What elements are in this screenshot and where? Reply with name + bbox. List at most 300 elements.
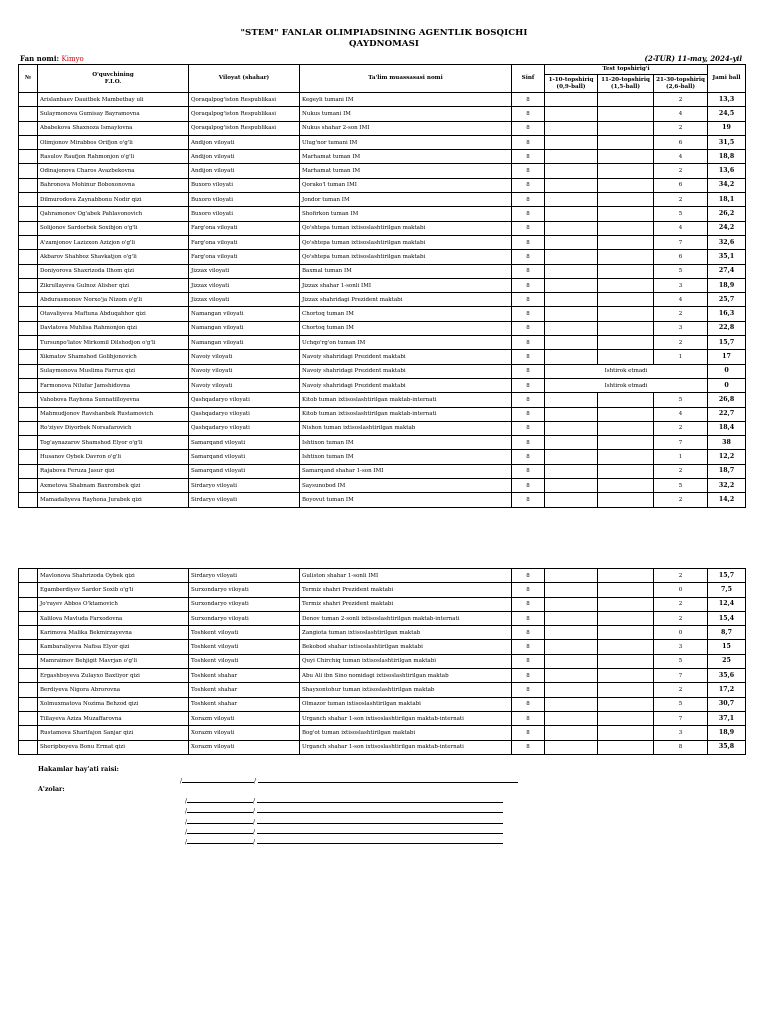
score-tasks-11-20	[598, 350, 654, 364]
table-row	[19, 150, 746, 164]
score-tasks-1-10	[545, 493, 598, 507]
score-tasks-1-10	[545, 597, 598, 611]
score-tasks-11-20	[598, 121, 654, 135]
grade: 8	[512, 597, 545, 611]
region: Xorazm viloyati	[189, 711, 300, 725]
region: Buxoro viloyati	[189, 193, 300, 207]
score-tasks-21-30: 5	[654, 654, 708, 668]
total-score: 19	[708, 121, 746, 135]
col-tasks-21-30	[654, 75, 708, 93]
col-tasks-1-10-line1: 1-10-topshiriq	[548, 77, 594, 83]
total-score: 31,5	[708, 135, 746, 149]
student-name: Sheripboyeva Bonu Ermat qizi	[38, 740, 189, 754]
table-row	[19, 683, 746, 697]
total-score: 32,6	[708, 235, 746, 249]
grade: 8	[512, 150, 545, 164]
slash: /	[180, 778, 183, 785]
score-tasks-11-20	[598, 393, 654, 407]
grade: 8	[512, 250, 545, 264]
slash: /	[254, 778, 257, 785]
total-score: 27,4	[708, 264, 746, 278]
school: Urganch shahar 1-son ixtisoslashtirilgan maktab-internati	[300, 740, 512, 754]
col-number: №	[19, 65, 38, 93]
school: Jizzax shahridagi Prezident maktabi	[300, 293, 512, 307]
student-name: Tog'aynazarov Shamshod Elyor o'g'li	[38, 436, 189, 450]
row-number	[19, 740, 38, 754]
score-tasks-1-10	[545, 626, 598, 640]
score-tasks-21-30: 4	[654, 293, 708, 307]
table-row	[19, 450, 746, 464]
school: Termiz shahri Prezident maktabi	[300, 597, 512, 611]
row-number	[19, 436, 38, 450]
student-name: Xolmuxmatova Nozima Behzod qizi	[38, 697, 189, 711]
total-score: 25	[708, 654, 746, 668]
region: Qashqadaryo viloyati	[189, 393, 300, 407]
score-tasks-21-30: 2	[654, 93, 708, 107]
student-name: Karimova Malika Bekmirzayevna	[38, 626, 189, 640]
score-tasks-21-30: 2	[654, 597, 708, 611]
school: Kitob tuman ixtisoslashtirilgan maktab-internati	[300, 407, 512, 421]
results-table-body-part1	[19, 93, 746, 508]
row-number	[19, 278, 38, 292]
col-school: Ta'lim muassasasi nomi	[300, 65, 512, 93]
table-row	[19, 597, 746, 611]
score-tasks-21-30: 5	[654, 479, 708, 493]
row-number	[19, 407, 38, 421]
region: Sirdaryo viloyati	[189, 569, 300, 583]
student-name: Husanov Oybek Davron o'g'li	[38, 450, 189, 464]
table-row	[19, 336, 746, 350]
school: Nishon tuman ixtisoslashtirilgan maktab	[300, 421, 512, 435]
score-tasks-11-20	[598, 640, 654, 654]
score-tasks-21-30: 0	[654, 626, 708, 640]
score-tasks-21-30: 3	[654, 726, 708, 740]
score-tasks-21-30: 7	[654, 235, 708, 249]
student-name: Jo'rayev Abbos O'ktamovich	[38, 597, 189, 611]
total-score: 17,2	[708, 683, 746, 697]
row-number	[19, 235, 38, 249]
school: Kegeyli tumani IM	[300, 93, 512, 107]
school: Nukus tumani IM	[300, 107, 512, 121]
region: Namangan viloyati	[189, 307, 300, 321]
score-tasks-11-20	[598, 669, 654, 683]
table-row	[19, 164, 746, 178]
region: Toshkent viloyati	[189, 654, 300, 668]
row-number	[19, 207, 38, 221]
student-name: Solijonov Sardorbek Soxibjon o'g'li	[38, 221, 189, 235]
total-score: 34,2	[708, 178, 746, 192]
score-tasks-1-10	[545, 611, 598, 625]
total-score: 32,2	[708, 479, 746, 493]
table-row	[19, 293, 746, 307]
region: Toshkent shahar	[189, 697, 300, 711]
student-name: Arislanbaev Dauitbek Mambetbay uli	[38, 93, 189, 107]
total-score: 22,7	[708, 407, 746, 421]
score-tasks-1-10	[545, 264, 598, 278]
total-score: 25,7	[708, 293, 746, 307]
school: Guliston shahar 1-sonli IMI	[300, 569, 512, 583]
grade: 8	[512, 450, 545, 464]
table-row	[19, 264, 746, 278]
school: Abu Ali ibn Sino nomidagi ixtisoslashtirilgan maktab	[300, 669, 512, 683]
region: Jizzax viloyati	[189, 293, 300, 307]
total-score: 17	[708, 350, 746, 364]
score-tasks-11-20	[598, 235, 654, 249]
school: Chortoq tuman IM	[300, 321, 512, 335]
table-row	[19, 121, 746, 135]
row-number	[19, 583, 38, 597]
table-row	[19, 250, 746, 264]
score-tasks-1-10	[545, 464, 598, 478]
grade: 8	[512, 464, 545, 478]
score-tasks-1-10	[545, 436, 598, 450]
score-tasks-11-20	[598, 450, 654, 464]
slash: /	[253, 818, 256, 826]
school: Marhamat tuman IM	[300, 150, 512, 164]
slash: /	[185, 798, 188, 805]
grade: 8	[512, 669, 545, 683]
score-tasks-11-20	[598, 464, 654, 478]
table-row	[19, 626, 746, 640]
score-tasks-11-20	[598, 293, 654, 307]
score-tasks-1-10	[545, 407, 598, 421]
table-row	[19, 479, 746, 493]
total-score: 8,7	[708, 626, 746, 640]
score-tasks-21-30: 2	[654, 421, 708, 435]
student-name: Tillayeva Aziza Muzaffarovna	[38, 711, 189, 725]
student-name: Ababekova Shaxnoza Ismaylovna	[38, 121, 189, 135]
student-name: Tursunpo'latov Mirkomil Dilshodjon o'g'li	[38, 336, 189, 350]
score-tasks-11-20	[598, 321, 654, 335]
score-tasks-21-30: 4	[654, 407, 708, 421]
score-tasks-21-30: 2	[654, 121, 708, 135]
grade: 8	[512, 321, 545, 335]
region: Navoiy viloyati	[189, 350, 300, 364]
row-number	[19, 450, 38, 464]
total-score: 18,9	[708, 278, 746, 292]
row-number	[19, 264, 38, 278]
student-name: Mamraimov Behjigit Mavrjan o'g'li	[38, 654, 189, 668]
grade: 8	[512, 611, 545, 625]
score-tasks-21-30: 2	[654, 464, 708, 478]
score-tasks-11-20	[598, 107, 654, 121]
total-score: 12,4	[708, 597, 746, 611]
table-row	[19, 726, 746, 740]
total-score: 13,6	[708, 164, 746, 178]
grade: 8	[512, 493, 545, 507]
grade: 8	[512, 264, 545, 278]
grade: 8	[512, 740, 545, 754]
region: Farg'ona viloyati	[189, 250, 300, 264]
score-tasks-11-20	[598, 611, 654, 625]
school: Ulug'nor tumani IM	[300, 135, 512, 149]
region: Qashqadaryo viloyati	[189, 407, 300, 421]
score-tasks-1-10	[545, 193, 598, 207]
score-tasks-11-20	[598, 654, 654, 668]
col-grade: Sinf	[512, 65, 545, 93]
score-tasks-21-30: 3	[654, 321, 708, 335]
school: Nukus shahar 2-son IMI	[300, 121, 512, 135]
region: Toshkent viloyati	[189, 640, 300, 654]
total-score: 15,4	[708, 611, 746, 625]
score-tasks-21-30: 5	[654, 393, 708, 407]
student-name: Rasulov Raufjon Rahmonjon o'g'li	[38, 150, 189, 164]
absence-note: Ishtirok etmadi	[545, 364, 708, 378]
row-number	[19, 93, 38, 107]
table-row	[19, 307, 746, 321]
col-tasks-11-20-line1: 11-20-topshiriq	[601, 77, 650, 83]
student-name: Mahmudjonov Ravshanbek Rustamovich	[38, 407, 189, 421]
score-tasks-21-30: 2	[654, 307, 708, 321]
table-row	[19, 407, 746, 421]
region: Andijon viloyati	[189, 164, 300, 178]
col-test-group: Test topshirig'i	[545, 65, 708, 75]
region: Jizzax viloyati	[189, 264, 300, 278]
slash: /	[185, 818, 188, 826]
score-tasks-1-10	[545, 107, 598, 121]
score-tasks-11-20	[598, 626, 654, 640]
table-row	[19, 611, 746, 625]
region: Namangan viloyati	[189, 321, 300, 335]
row-number	[19, 336, 38, 350]
jury-chair-label: Hakamlar hay'ati raisi:	[38, 766, 119, 773]
school: Quyi Chirchiq tuman ixtisoslashtirilgan maktabi	[300, 654, 512, 668]
table-row	[19, 464, 746, 478]
student-name: Rustamova Sharifajon Sanjar qizi	[38, 726, 189, 740]
row-number	[19, 421, 38, 435]
score-tasks-1-10	[545, 421, 598, 435]
score-tasks-1-10	[545, 683, 598, 697]
score-tasks-1-10	[545, 726, 598, 740]
score-tasks-1-10	[545, 450, 598, 464]
score-tasks-1-10	[545, 164, 598, 178]
region: Navoiy viloyati	[189, 364, 300, 378]
table-row	[19, 107, 746, 121]
grade: 8	[512, 479, 545, 493]
score-tasks-1-10	[545, 321, 598, 335]
school: Bog'ot tuman ixtisoslashtirilgan maktabi	[300, 726, 512, 740]
region: Navoiy viloyati	[189, 378, 300, 392]
grade: 8	[512, 626, 545, 640]
total-score: 26,2	[708, 207, 746, 221]
region: Toshkent shahar	[189, 683, 300, 697]
school: Navoiy shahridagi Prezident maktabi	[300, 364, 512, 378]
row-number	[19, 164, 38, 178]
school: Bekobod shahar ixtisoslashtirilgan maktabi	[300, 640, 512, 654]
region: Samarqand viloyati	[189, 436, 300, 450]
score-tasks-1-10	[545, 569, 598, 583]
results-table-body-part2	[19, 569, 746, 755]
region: Surxondaryo viloyati	[189, 597, 300, 611]
table-row	[19, 669, 746, 683]
table-row	[19, 421, 746, 435]
region: Xorazm viloyati	[189, 740, 300, 754]
total-score: 35,1	[708, 250, 746, 264]
score-tasks-21-30: 7	[654, 711, 708, 725]
student-name: Ro'ziyev Diyorbek Norsafarovich	[38, 421, 189, 435]
score-tasks-21-30: 2	[654, 193, 708, 207]
student-name: Kambaraliyeva Nafisa Elyor qizi	[38, 640, 189, 654]
score-tasks-1-10	[545, 178, 598, 192]
table-row	[19, 378, 746, 392]
member-signature-line	[185, 806, 503, 815]
student-name: Bahronova Mohinur Boboxonovna	[38, 178, 189, 192]
slash: /	[253, 798, 256, 805]
total-score: 16,3	[708, 307, 746, 321]
score-tasks-11-20	[598, 569, 654, 583]
grade: 8	[512, 583, 545, 597]
jury-members-label: A'zolar:	[38, 786, 65, 793]
score-tasks-21-30: 2	[654, 164, 708, 178]
table-row	[19, 135, 746, 149]
score-tasks-1-10	[545, 654, 598, 668]
grade: 8	[512, 207, 545, 221]
region: Samarqand viloyati	[189, 464, 300, 478]
grade: 8	[512, 93, 545, 107]
student-name: Abdurasmonov Norxo'ja Nizom o'g'li	[38, 293, 189, 307]
grade: 8	[512, 697, 545, 711]
grade: 8	[512, 711, 545, 725]
student-name: Berdiyeva Nigora Abrorovna	[38, 683, 189, 697]
grade: 8	[512, 293, 545, 307]
total-score: 14,2	[708, 493, 746, 507]
total-score: 24,2	[708, 221, 746, 235]
region: Namangan viloyati	[189, 336, 300, 350]
table-row	[19, 321, 746, 335]
school: Qo'shtepa tuman ixtisoslashtirilgan maktabi	[300, 250, 512, 264]
row-number	[19, 597, 38, 611]
score-tasks-1-10	[545, 740, 598, 754]
region: Andijon viloyati	[189, 150, 300, 164]
region: Buxoro viloyati	[189, 178, 300, 192]
score-tasks-1-10	[545, 307, 598, 321]
score-tasks-21-30: 5	[654, 697, 708, 711]
table-row	[19, 364, 746, 378]
region: Sirdaryo viloyati	[189, 479, 300, 493]
table-row	[19, 436, 746, 450]
score-tasks-21-30: 2	[654, 611, 708, 625]
score-tasks-11-20	[598, 178, 654, 192]
student-name: Mamadaliyeva Rayhona Jurabek qizi	[38, 493, 189, 507]
score-tasks-21-30: 0	[654, 583, 708, 597]
region: Sirdaryo viloyati	[189, 493, 300, 507]
region: Toshkent viloyati	[189, 626, 300, 640]
score-tasks-21-30: 2	[654, 569, 708, 583]
school: Denov tuman 2-sonli ixtisoslashtirilgan maktab-internati	[300, 611, 512, 625]
row-number	[19, 479, 38, 493]
row-number	[19, 393, 38, 407]
score-tasks-21-30: 6	[654, 178, 708, 192]
student-name: Odinajonova Charos Avazbekovna	[38, 164, 189, 178]
region: Surxondaryo viloyati	[189, 583, 300, 597]
total-score: 13,3	[708, 93, 746, 107]
total-score: 15,7	[708, 336, 746, 350]
score-tasks-11-20	[598, 164, 654, 178]
total-score: 18,1	[708, 193, 746, 207]
row-number	[19, 626, 38, 640]
score-tasks-1-10	[545, 221, 598, 235]
document-subtitle: QAYDNOMASI	[348, 39, 420, 49]
total-score: 38	[708, 436, 746, 450]
grade: 8	[512, 726, 545, 740]
subject-value: Kimyo	[61, 55, 84, 63]
student-name: Sulaymonova Gumisay Bayramovna	[38, 107, 189, 121]
total-score: 0	[708, 378, 746, 392]
grade: 8	[512, 378, 545, 392]
student-name: Olimjonov Mirabbos Orifjon o'g'li	[38, 135, 189, 149]
student-name: Doniyorova Shaxrizoda Ilhom qizi	[38, 264, 189, 278]
score-tasks-21-30: 2	[654, 336, 708, 350]
score-tasks-11-20	[598, 726, 654, 740]
score-tasks-1-10	[545, 640, 598, 654]
col-tasks-1-10	[545, 75, 598, 93]
school: Jizzax shahar 1-sonli IMI	[300, 278, 512, 292]
row-number	[19, 711, 38, 725]
region: Toshkent shahar	[189, 669, 300, 683]
grade: 8	[512, 640, 545, 654]
score-tasks-11-20	[598, 683, 654, 697]
score-tasks-1-10	[545, 150, 598, 164]
row-number	[19, 321, 38, 335]
col-student-name	[38, 65, 189, 93]
student-name: Farmonova Nilufar Jamshidovna	[38, 378, 189, 392]
col-tasks-21-30-line1: 21-30-topshiriq	[656, 77, 705, 83]
student-name: Ergashboyeva Zulayxo Baxtiyor qizi	[38, 669, 189, 683]
student-name: Axmetova Shabnam Baxrombek qizi	[38, 479, 189, 493]
grade: 8	[512, 307, 545, 321]
grade: 8	[512, 193, 545, 207]
school: Boyovut tuman IM	[300, 493, 512, 507]
slash: /	[185, 828, 188, 836]
subject-line	[20, 54, 84, 63]
score-tasks-21-30: 6	[654, 135, 708, 149]
school: Shofirkon tuman IM	[300, 207, 512, 221]
grade: 8	[512, 421, 545, 435]
col-total: Jami ball	[708, 65, 746, 93]
table-row	[19, 193, 746, 207]
table-row	[19, 393, 746, 407]
grade: 8	[512, 436, 545, 450]
total-score: 18,7	[708, 464, 746, 478]
score-tasks-1-10	[545, 697, 598, 711]
school: Urganch shahar 1-son ixtisoslashtirilgan maktab-internati	[300, 711, 512, 725]
total-score: 35,8	[708, 740, 746, 754]
score-tasks-21-30: 5	[654, 207, 708, 221]
col-tasks-11-20-line2: (1,5-ball)	[610, 83, 641, 90]
slash: /	[185, 839, 188, 847]
grade: 8	[512, 178, 545, 192]
score-tasks-11-20	[598, 493, 654, 507]
score-tasks-11-20	[598, 264, 654, 278]
row-number	[19, 107, 38, 121]
table-row	[19, 583, 746, 597]
row-number	[19, 178, 38, 192]
table-row	[19, 493, 746, 507]
score-tasks-11-20	[598, 697, 654, 711]
school: Termiz shahri Prezident maktabi	[300, 583, 512, 597]
table-row	[19, 178, 746, 192]
grade: 8	[512, 407, 545, 421]
results-table-part1	[18, 64, 746, 508]
score-tasks-21-30: 4	[654, 107, 708, 121]
row-number	[19, 364, 38, 378]
score-tasks-11-20	[598, 479, 654, 493]
score-tasks-1-10	[545, 669, 598, 683]
region: Buxoro viloyati	[189, 207, 300, 221]
row-number	[19, 378, 38, 392]
table-row	[19, 654, 746, 668]
score-tasks-1-10	[545, 207, 598, 221]
